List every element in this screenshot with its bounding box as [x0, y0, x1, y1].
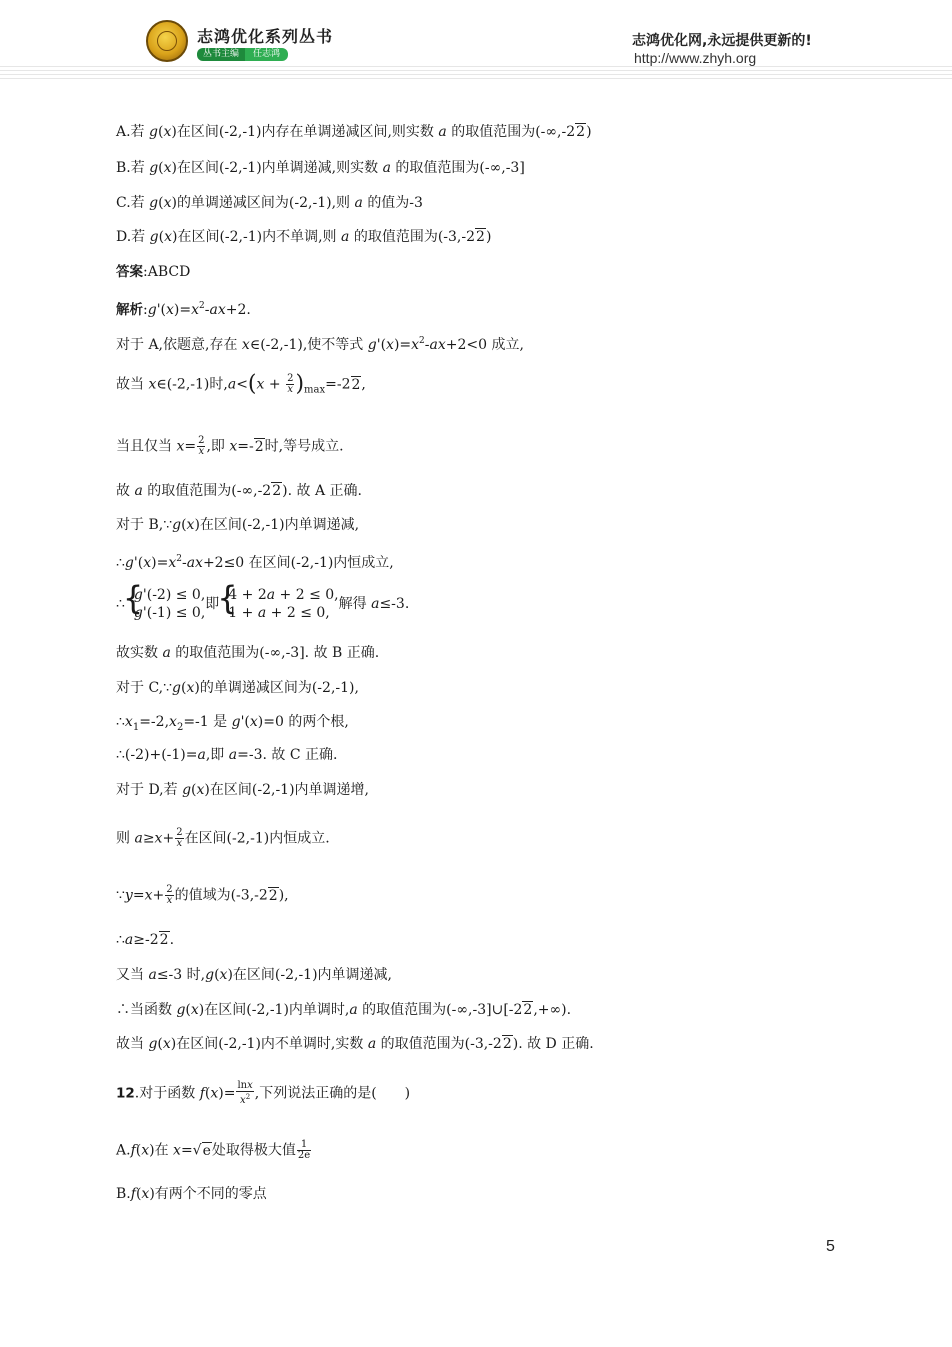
solution-b-1: 对于 B,∵g(x)在区间(-2,-1)内单调递减,: [116, 517, 360, 533]
answer-line: 答案:ABCD: [116, 264, 191, 280]
question-12: 12.对于函数 f(x)= $\frac{\ln x}{x^2}$ ,下列说法正确的是( ): [116, 1080, 411, 1106]
analysis-line: 解析$:g'(x)=x^2-ax+2$.: [116, 301, 251, 318]
solution-c-1: 对于 C,∵g(x)的单调递减区间为(-2,-1),: [116, 680, 359, 696]
solution-b-2: $\therefore g'(x)=x^2-ax+2\le 0$ 在区间(-2,-1)内恒成立,: [116, 554, 394, 571]
solution-d-2: 则 a≥x+ $\frac{2}{x}$ 在区间(-2,-1)内恒成立.: [116, 827, 330, 849]
solution-a-2: 故当 x∈(-2,-1)时,a<(x + $\frac{2}{x}$ )$_{max}=-22$,: [116, 371, 366, 397]
solution-d-5: 又当 a≤-3 时,g(x)在区间(-2,-1)内单调递减,: [116, 967, 393, 983]
option-c: C.若 g(x)的单调递减区间为(-2,-1),则 a 的值为-3: [116, 195, 423, 211]
site-url[interactable]: http://www.zhyh.org: [634, 50, 757, 66]
option-a: A.若 g(x)在区间(-2,-1)内存在单调递减区间,则实数 a 的取值范围为(-∞,-22): [116, 124, 592, 140]
question-12-option-a: A.f(x)在 x=√e处取得极大值 $\frac{1}{2e}$: [116, 1139, 311, 1161]
solution-d-7: 故当 g(x)在区间(-2,-1)内不单调时,实数 a 的取值范围为(-3,-22). 故 D 正确.: [116, 1036, 594, 1052]
solution-c-3: ∴(-2)+(-1)=a,即 a=-3. 故 C 正确.: [116, 747, 338, 763]
solution-d-1: 对于 D,若 g(x)在区间(-2,-1)内单调递增,: [116, 782, 369, 798]
solution-a-4: 故 a 的取值范围为(-∞,-22). 故 A 正确.: [116, 483, 362, 499]
page-header: [0, 0, 952, 82]
solution-a-1: 对于 A,依题意,存在 x∈(-2,-1),使不等式 $g'(x)=x^2-ax+2<0$ 成立,: [116, 336, 524, 353]
solution-b-3: ∴ { g'(-2) ≤ 0, g'(-1) ≤ 0, 即 { 4 + 2a + 2 ≤ 0, 1 + a + 2 ≤ 0, 解得 a≤-3.: [116, 586, 409, 622]
solution-d-6: ∴当函数 g(x)在区间(-2,-1)内单调时,a 的取值范围为(-∞,-3]∪[-22,+∞).: [116, 1002, 572, 1018]
solution-d-4: ∴a≥-22.: [116, 932, 175, 948]
option-b: B.若 g(x)在区间(-2,-1)内单调递减,则实数 a 的取值范围为(-∞,-3]: [116, 160, 525, 176]
brand-title: 志鸿优化系列丛书: [197, 27, 334, 46]
question-12-option-b: B.f(x)有两个不同的零点: [116, 1186, 267, 1202]
solution-b-4: 故实数 a 的取值范围为(-∞,-3]. 故 B 正确.: [116, 645, 380, 661]
site-slogan: 志鸿优化网,永远提供更新的!: [632, 33, 812, 49]
publisher-logo-icon: [146, 20, 188, 62]
brand-subtitle: 丛书主编 任志鸿: [197, 48, 288, 61]
solution-c-2: $\therefore x_1=-2,x_2=-1$ 是 g'(x)=0 的两个根,: [116, 714, 349, 733]
solution-a-3: 当且仅当 x= $\frac{2}{x}$ ,即 x=-2时,等号成立.: [116, 435, 344, 457]
solution-d-3: ∵y=x+ $\frac{2}{x}$ 的值域为(-3,-22),: [116, 884, 289, 906]
option-d: D.若 g(x)在区间(-2,-1)内不单调,则 a 的取值范围为(-3,-22): [116, 229, 492, 245]
page-number: 5: [826, 1238, 835, 1255]
